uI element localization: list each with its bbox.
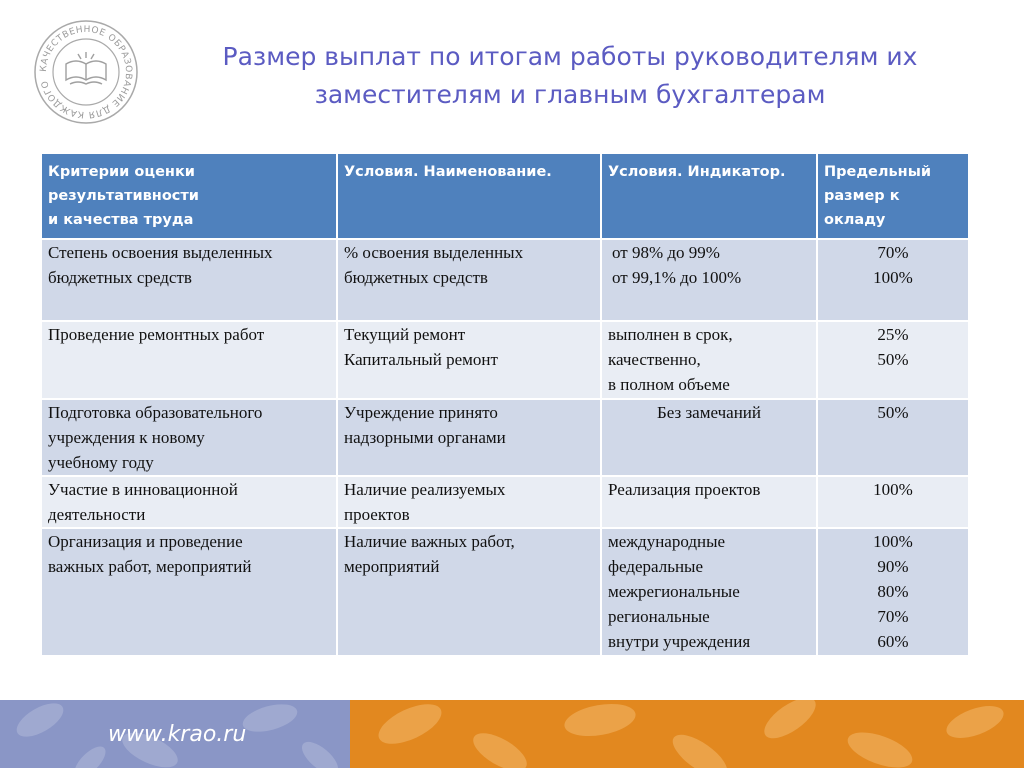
cell-line: 25% — [877, 325, 909, 344]
header-condition-name — [337, 153, 601, 239]
cell-line: Капитальный ремонт — [344, 350, 498, 369]
cell-line: 90% — [877, 557, 909, 576]
cell-line: учебному году — [48, 453, 154, 472]
cell-condition-name — [337, 239, 601, 321]
cell-line: федеральные — [608, 557, 704, 576]
cell-line: 80% — [877, 582, 909, 601]
table-row — [41, 476, 969, 528]
cell-line: Без замечаний — [656, 403, 761, 422]
cell-line: 70% — [877, 607, 909, 626]
cell-line: 50% — [877, 350, 909, 369]
cell-line: качественно, — [608, 350, 701, 369]
cell-line: Учреждение принято — [344, 403, 498, 422]
cell-indicator — [601, 321, 817, 399]
book-icon — [66, 52, 106, 84]
header-criteria-line-3: и качества труда — [48, 212, 194, 228]
page-title-line-1: Размер выплат по итогам работы руководителям их — [222, 42, 918, 71]
footer-url: www.krao.ru — [108, 722, 247, 747]
cell-line: важных работ, мероприятий — [48, 557, 252, 576]
cell-condition-name — [337, 476, 601, 528]
cell-line: проектов — [344, 505, 410, 524]
header-limit-line-2: размер к — [824, 188, 900, 204]
cell-criteria — [41, 239, 337, 321]
payments-table — [40, 152, 970, 657]
header-criteria — [41, 153, 337, 239]
header-limit — [817, 153, 969, 239]
table-row — [41, 528, 969, 656]
cell-criteria — [41, 399, 337, 476]
cell-indicator — [601, 399, 817, 476]
cell-line: Подготовка образовательного — [48, 403, 263, 422]
header-condition-indicator-line-1: Условия. Индикатор. — [608, 164, 786, 180]
cell-line: в полном объеме — [608, 375, 730, 394]
logo-ring-text: КАЧЕСТВЕННОЕ ОБРАЗОВАНИЕ ДЛЯ КАЖДОГО — [38, 24, 134, 120]
cell-line: Наличие реализуемых — [344, 480, 506, 499]
cell-limit — [817, 528, 969, 656]
cell-line: 70% — [877, 243, 909, 262]
cell-line: Участие в инновационной — [48, 480, 238, 499]
cell-line: Текущий ремонт — [344, 325, 466, 344]
cell-line: выполнен в срок, — [608, 325, 733, 344]
footer-banner — [0, 700, 1024, 768]
header-limit-line-1: Предельный — [824, 164, 931, 180]
cell-limit — [817, 476, 969, 528]
table-header-row — [41, 153, 969, 239]
cell-indicator — [601, 476, 817, 528]
cell-line: 100% — [873, 268, 913, 287]
cell-line: от 99,1% до 100% — [612, 268, 742, 287]
cell-criteria — [41, 528, 337, 656]
cell-limit — [817, 399, 969, 476]
table-row — [41, 399, 969, 476]
header-criteria-line-2: результативности — [48, 188, 199, 204]
cell-line: 50% — [877, 403, 909, 422]
cell-condition-name — [337, 321, 601, 399]
table-row — [41, 321, 969, 399]
cell-limit — [817, 239, 969, 321]
cell-line: межрегиональные — [608, 582, 740, 601]
cell-line: Степень освоения выделенных — [48, 243, 273, 262]
cell-line: мероприятий — [344, 557, 440, 576]
cell-line: 100% — [873, 480, 913, 499]
cell-line: внутри учреждения — [608, 632, 751, 651]
header-limit-line-3: окладу — [824, 212, 886, 228]
table-row — [41, 239, 969, 321]
cell-line: Проведение ремонтных работ — [48, 325, 265, 344]
page-title — [150, 38, 990, 114]
logo-seal — [32, 18, 140, 126]
page-title-line-2: заместителям и главным бухгалтерам — [314, 80, 826, 109]
cell-line: бюджетных средств — [48, 268, 192, 287]
cell-line: деятельности — [48, 505, 146, 524]
cell-line: международные — [608, 532, 726, 551]
cell-line: бюджетных средств — [344, 268, 488, 287]
cell-criteria — [41, 476, 337, 528]
cell-limit — [817, 321, 969, 399]
cell-line: Реализация проектов — [608, 480, 761, 499]
header-condition-indicator — [601, 153, 817, 239]
header-criteria-line-1: Критерии оценки — [48, 164, 195, 180]
cell-line: региональные — [608, 607, 710, 626]
cell-line: надзорными органами — [344, 428, 506, 447]
cell-line: Организация и проведение — [48, 532, 243, 551]
cell-criteria — [41, 321, 337, 399]
cell-indicator — [601, 528, 817, 656]
cell-condition-name — [337, 399, 601, 476]
cell-condition-name — [337, 528, 601, 656]
cell-line: Наличие важных работ, — [344, 532, 515, 551]
cell-line: 100% — [873, 532, 913, 551]
cell-line: учреждения к новому — [48, 428, 205, 447]
cell-line: от 98% до 99% — [612, 243, 720, 262]
cell-line: 60% — [877, 632, 909, 651]
cell-indicator — [601, 239, 817, 321]
cell-line: % освоения выделенных — [344, 243, 524, 262]
header-condition-name-line-1: Условия. Наименование. — [344, 164, 552, 180]
